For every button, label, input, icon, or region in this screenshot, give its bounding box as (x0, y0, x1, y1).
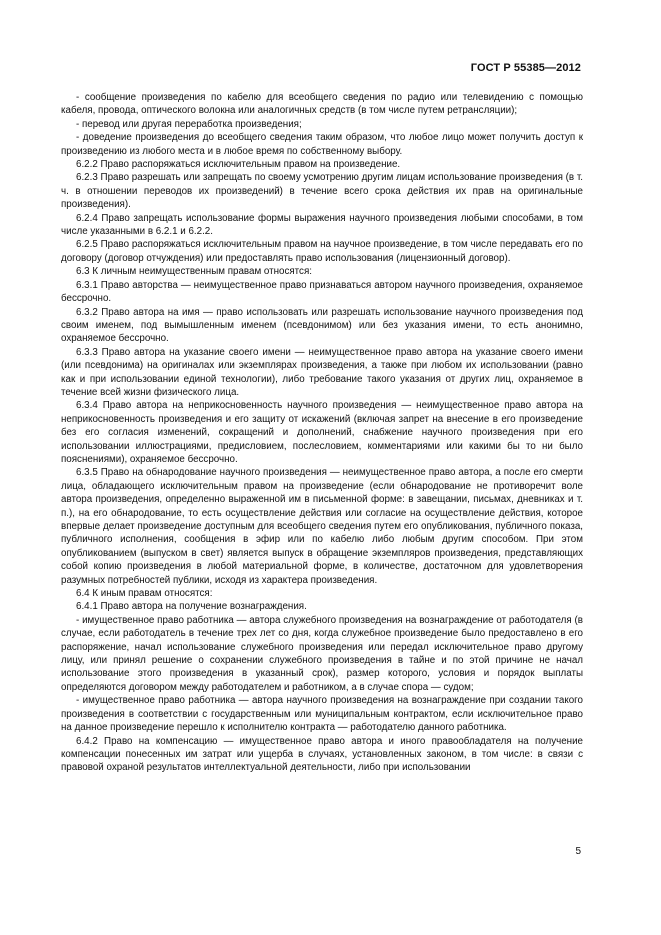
clause-6-2-3: 6.2.3 Право разрешать или запрещать по своему усмотрению другим лицам использование произведения (в т. ч. в отношении переводов их произведений) в течение всего срока действия их прав на оригинальные произведения). (61, 172, 583, 211)
clause-6-3-3: 6.3.3 Право автора на указание своего имени — неимущественное право автора на указание своего имени (или псевдонима) на оригиналах или экземплярах произведения, а также при любом их использовании (равно как и при использовании единой технологии), либо требование такого указания от других лиц, охраняемое в течение всей жизни физического лица. (61, 346, 583, 398)
clause-6-2-5: 6.2.5 Право распоряжаться исключительным правом на научное произведение, в том числе передавать его по договору (договор отчуждения) или предоставлять право использования (лицензионный договор). (61, 239, 583, 264)
document-header: ГОСТ Р 55385—2012 (470, 62, 581, 74)
list-item-cable: - сообщение произведения по кабелю для всеобщего сведения по радио или телевидению с помощью кабеля, провода, оптического волокна или аналогичных средств (в том числе путем ретрансляции); (61, 92, 583, 117)
clause-6-4-2: 6.4.2 Право на компенсацию — имущественное право автора и иного правообладателя на получение компенсации понесенных им затрат или ущерба в случаях, установленных законом, в том числе: в связи с правовой охраной результатов интеллектуальной деятельности, либо при использовании (61, 735, 583, 774)
page-number: 5 (575, 846, 581, 857)
clause-6-3-5: 6.3.5 Право на обнародование научного произведения — неимущественное право автора, а после его смерти лица, обладающего исключительным правом на произведение (если обнародование не противоречит воле автора произведения, определенно выраженной им в письменной форме: в завещании, письмах, дневниках и т. п.), на его обнародование, то есть осуществление действия или согласие на осуществление действия, которое впервые делает произведение доступным для всеобщего сведения путем его опубликования, публичного показа, публичного исполнения, сообщения в эфир или по кабелю либо любым другим способом. При этом опубликованием (выпуском в свет) является выпуск в обращение экземпляров произведения, представляющих собой копию произведения в любой материальной форме, в количестве, достаточном для удовлетворения разумных потребностей публики, исходя из характера произведения. (61, 467, 583, 586)
clause-6-3: 6.3 К личным неимущественным правам относятся: (76, 266, 312, 278)
clause-6-3-1: 6.3.1 Право авторства — неимущественное право признаваться автором научного произведения, охраняемое бессрочно. (61, 279, 583, 305)
document-body (61, 91, 583, 775)
clause-6-3-4: 6.3.4 Право автора на неприкосновенность научного произведения — неимущественное право автора на неприкосновенность произведения и его защиту от искажений (включая запрет на внесение в его произведение без его согласия изменений, сокращений и дополнений, снабжение научного произведения при его использовании иллюстрациями, предисловием, послесловием, комментариями или какими бы то ни было пояснениями), охраняемое бессрочно. (61, 400, 583, 465)
list-item-public-access: - доведение произведения до всеобщего сведения таким образом, что любое лицо может получить доступ к произведению из любого места и в любое время по собственному выбору. (61, 132, 583, 157)
clause-6-2-4: 6.2.4 Право запрещать использование формы выражения научного произведения любыми способами, в том числе указанными в 6.2.1 и 6.2.2. (61, 212, 583, 238)
clause-6-4-1: 6.4.1 Право автора на получение вознаграждения. (76, 601, 307, 613)
list-item-employee-right: - имущественное право работника — автора служебного произведения на вознаграждение от работодателя (в случае, если работодатель в течение трех лет со дня, когда служебное произведение было предоставлено в его распоряжение, начал использование служебного произведения или передал исключительное право другому лицу, или принял решение о сохранении служебного произведения в тайне и по этой причине не начал использование этого произведения в указанный срок), размер которого, условия и порядок выплаты определяются договором между работодателем и работником, а в случае спора — судом; (61, 614, 583, 693)
list-item-contract-right: - имущественное право работника — автора научного произведения на вознаграждение при создании такого произведения в соответствии с государственным или муниципальным контрактом, если исключительное право на данное произведение перешло к исполнителю контракта — работодателю данного работника. (61, 695, 583, 734)
clause-6-2-2: 6.2.2 Право распоряжаться исключительным правом на произведение. (76, 159, 401, 171)
list-item-translation: - перевод или другая переработка произведения; (76, 118, 302, 130)
clause-6-3-2: 6.3.2 Право автора на имя — право использовать или разрешать использование научного произведения под своим именем, под вымышленным именем (псевдонимом) или без указания имени, то есть анонимно, охраняемое бессрочно. (61, 306, 583, 345)
clause-6-4: 6.4 К иным правам относятся: (76, 588, 213, 600)
